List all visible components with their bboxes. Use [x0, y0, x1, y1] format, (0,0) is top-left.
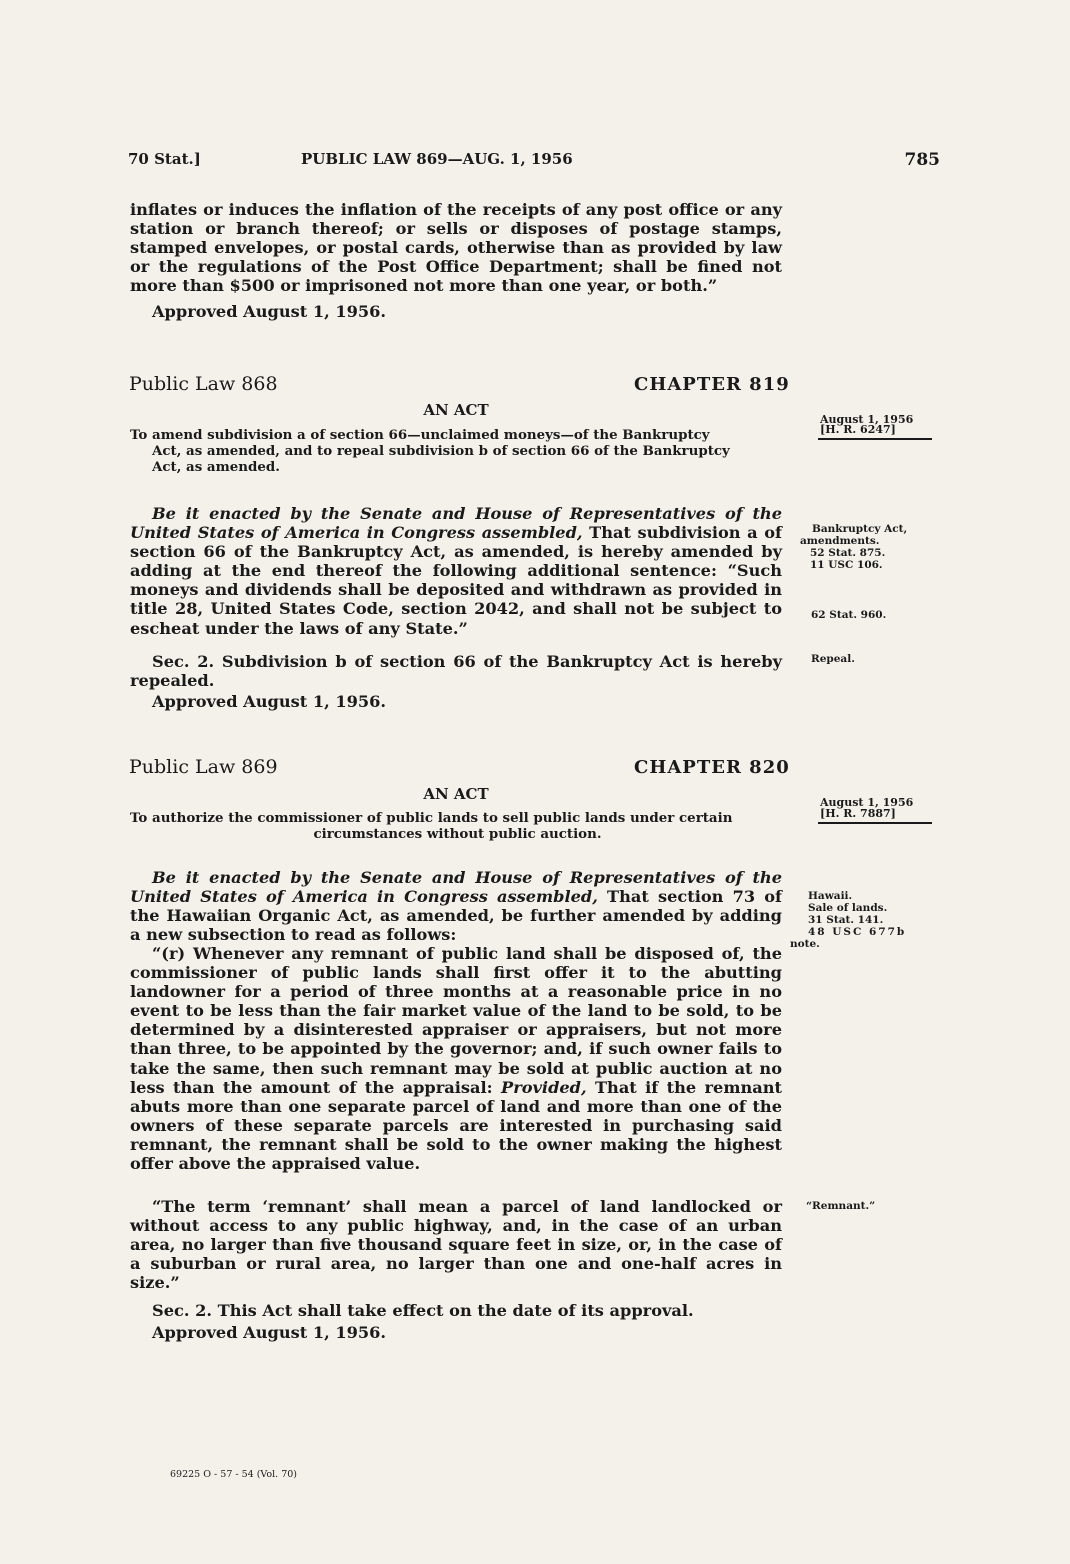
law869-margin-bill: [H. R. 7887]: [820, 807, 896, 820]
law868-margin-line1: Bankruptcy Act,: [812, 523, 908, 535]
law869-margin-rule: [818, 822, 932, 824]
law868-margin-line4: 11 USC 106.: [810, 559, 883, 571]
law869-section1-text: That section 73 of the Hawaiian Organic Act, as amended, be further amended by adding a new subsection to read as follows:: [130, 887, 782, 945]
law869-margin-line4: 48 USC 677b: [808, 926, 907, 938]
law868-purpose-line1: To amend subdivision a of section 66—unclaimed moneys—of the Bankruptcy: [130, 427, 710, 443]
print-code: 69225 O - 57 - 54 (Vol. 70): [170, 1469, 298, 1480]
law868-section1: [130, 504, 782, 638]
law869-subsection-r-part2: That if the remnant abuts more than one separate parcel of land and more than one of the owners of these separate parcels are interested in purchasing said remnant, the remnant shall be sold to the owner making the highest offer above the appraised value.: [130, 1077, 782, 1174]
law868-margin-repeal: Repeal.: [811, 653, 855, 665]
law868-act-heading: AN ACT: [423, 401, 489, 419]
law869-margin-line3: 31 Stat. 141.: [808, 914, 884, 926]
page-number: 785: [904, 150, 940, 170]
law868-margin-note-bankruptcy: [800, 523, 908, 571]
law868-title: Public Law 868: [129, 373, 278, 395]
law868-margin-bill: [H. R. 6247]: [820, 423, 896, 436]
law868-purpose-line3: Act, as amended.: [152, 459, 280, 475]
law869-remnant-definition: “The term ‘remnant’ shall mean a parcel of land landlocked or without access to any public highway, and, in the case of an urban area, no larger than five thousand square feet in size, or, in the case of a suburban or rural area, no larger than one and one-half acres in size.”: [130, 1197, 782, 1293]
law869-margin-line5: note.: [790, 938, 820, 950]
law869-purpose-line1: To authorize the commissioner of public lands to sell public lands under certain: [130, 810, 733, 826]
law869-chapter: CHAPTER 820: [634, 757, 790, 778]
law869-purpose-line2: circumstances without public auction.: [313, 826, 602, 842]
law868-section1-text: That subdivision a of section 66 of the Bankruptcy Act, as amended, is hereby amended by adding at the end thereof the following additional sentence: “Such moneys and dividends shall be deposited and withdrawn as provided in title 28, United States Code, section 2042, and shall not be subject to escheat under the laws of any State.”: [130, 523, 782, 638]
law868-purpose-line2: Act, as amended, and to repeal subdivision b of section 66 of the Bankruptcy: [152, 443, 730, 459]
law868-chapter: CHAPTER 819: [634, 374, 790, 395]
law869-section2: Sec. 2. This Act shall take effect on the date of its approval.: [152, 1301, 694, 1320]
law869-margin-line2: Sale of lands.: [808, 902, 888, 914]
volume-reference: 70 Stat.]: [128, 150, 201, 168]
law869-margin-line1: Hawaii.: [808, 890, 853, 902]
law869-subsection-r-part1: “(r) Whenever any remnant of public land shall be disposed of, the commissioner of public lands shall first offer it to the abutting landowner for a period of three months at a reasonable price in no event to be less than the fair market value of the land to be sold, to be determined by a disinterested appraiser or appraisers, but not more than three, to be appointed by the governor; and, if such owner fails to take the same, then such remnant may be sold at public auction at no less than the amount of the appraisal:: [130, 944, 782, 1097]
law868-margin-line2: amendments.: [800, 535, 880, 547]
running-header: [128, 150, 940, 174]
law869-margin-remnant: “Remnant.”: [806, 1200, 876, 1212]
page-title: PUBLIC LAW 869—AUG. 1, 1956: [301, 150, 573, 168]
law869-margin-note-hawaii: [790, 890, 907, 950]
law869-act-heading: AN ACT: [423, 785, 489, 803]
law869-title: Public Law 869: [129, 756, 278, 778]
law868-margin-stat-960: 62 Stat. 960.: [811, 609, 887, 621]
law868-purpose: [130, 427, 785, 475]
law869-section1: [130, 868, 782, 944]
law868-margin-line3: 52 Stat. 875.: [810, 547, 886, 559]
law869-proviso-word: Provided,: [501, 1077, 587, 1097]
law869-approved: Approved August 1, 1956.: [152, 1323, 387, 1342]
carryover-approved: Approved August 1, 1956.: [152, 302, 387, 321]
law869-purpose: [130, 810, 785, 842]
law869-subsection-r: [130, 944, 782, 1173]
law868-section2: Sec. 2. Subdivision b of section 66 of the Bankruptcy Act is hereby repealed.: [130, 652, 782, 691]
law868-margin-rule: [818, 438, 932, 440]
law868-approved: Approved August 1, 1956.: [152, 692, 387, 711]
law868-margin-date: August 1, 1956: [820, 413, 914, 426]
law869-enacting-clause: Be it enacted by the Senate and House of Representatives of the United States of America in Congress assembled,: [130, 868, 782, 907]
carryover-paragraph: inflates or induces the inflation of the receipts of any post office or any station or branch thereof; or sells or disposes of postage stamps, stamped envelopes, or postal cards, otherwise than as provided by law or the regulations of the Post Office Department; shall be fined not more than $500 or imprisoned not more than one year, or both.”: [130, 200, 782, 296]
law868-enacting-clause: Be it enacted by the Senate and House of Representatives of the United States of America in Congress assembled,: [130, 504, 782, 543]
law869-margin-date: August 1, 1956: [820, 796, 914, 809]
